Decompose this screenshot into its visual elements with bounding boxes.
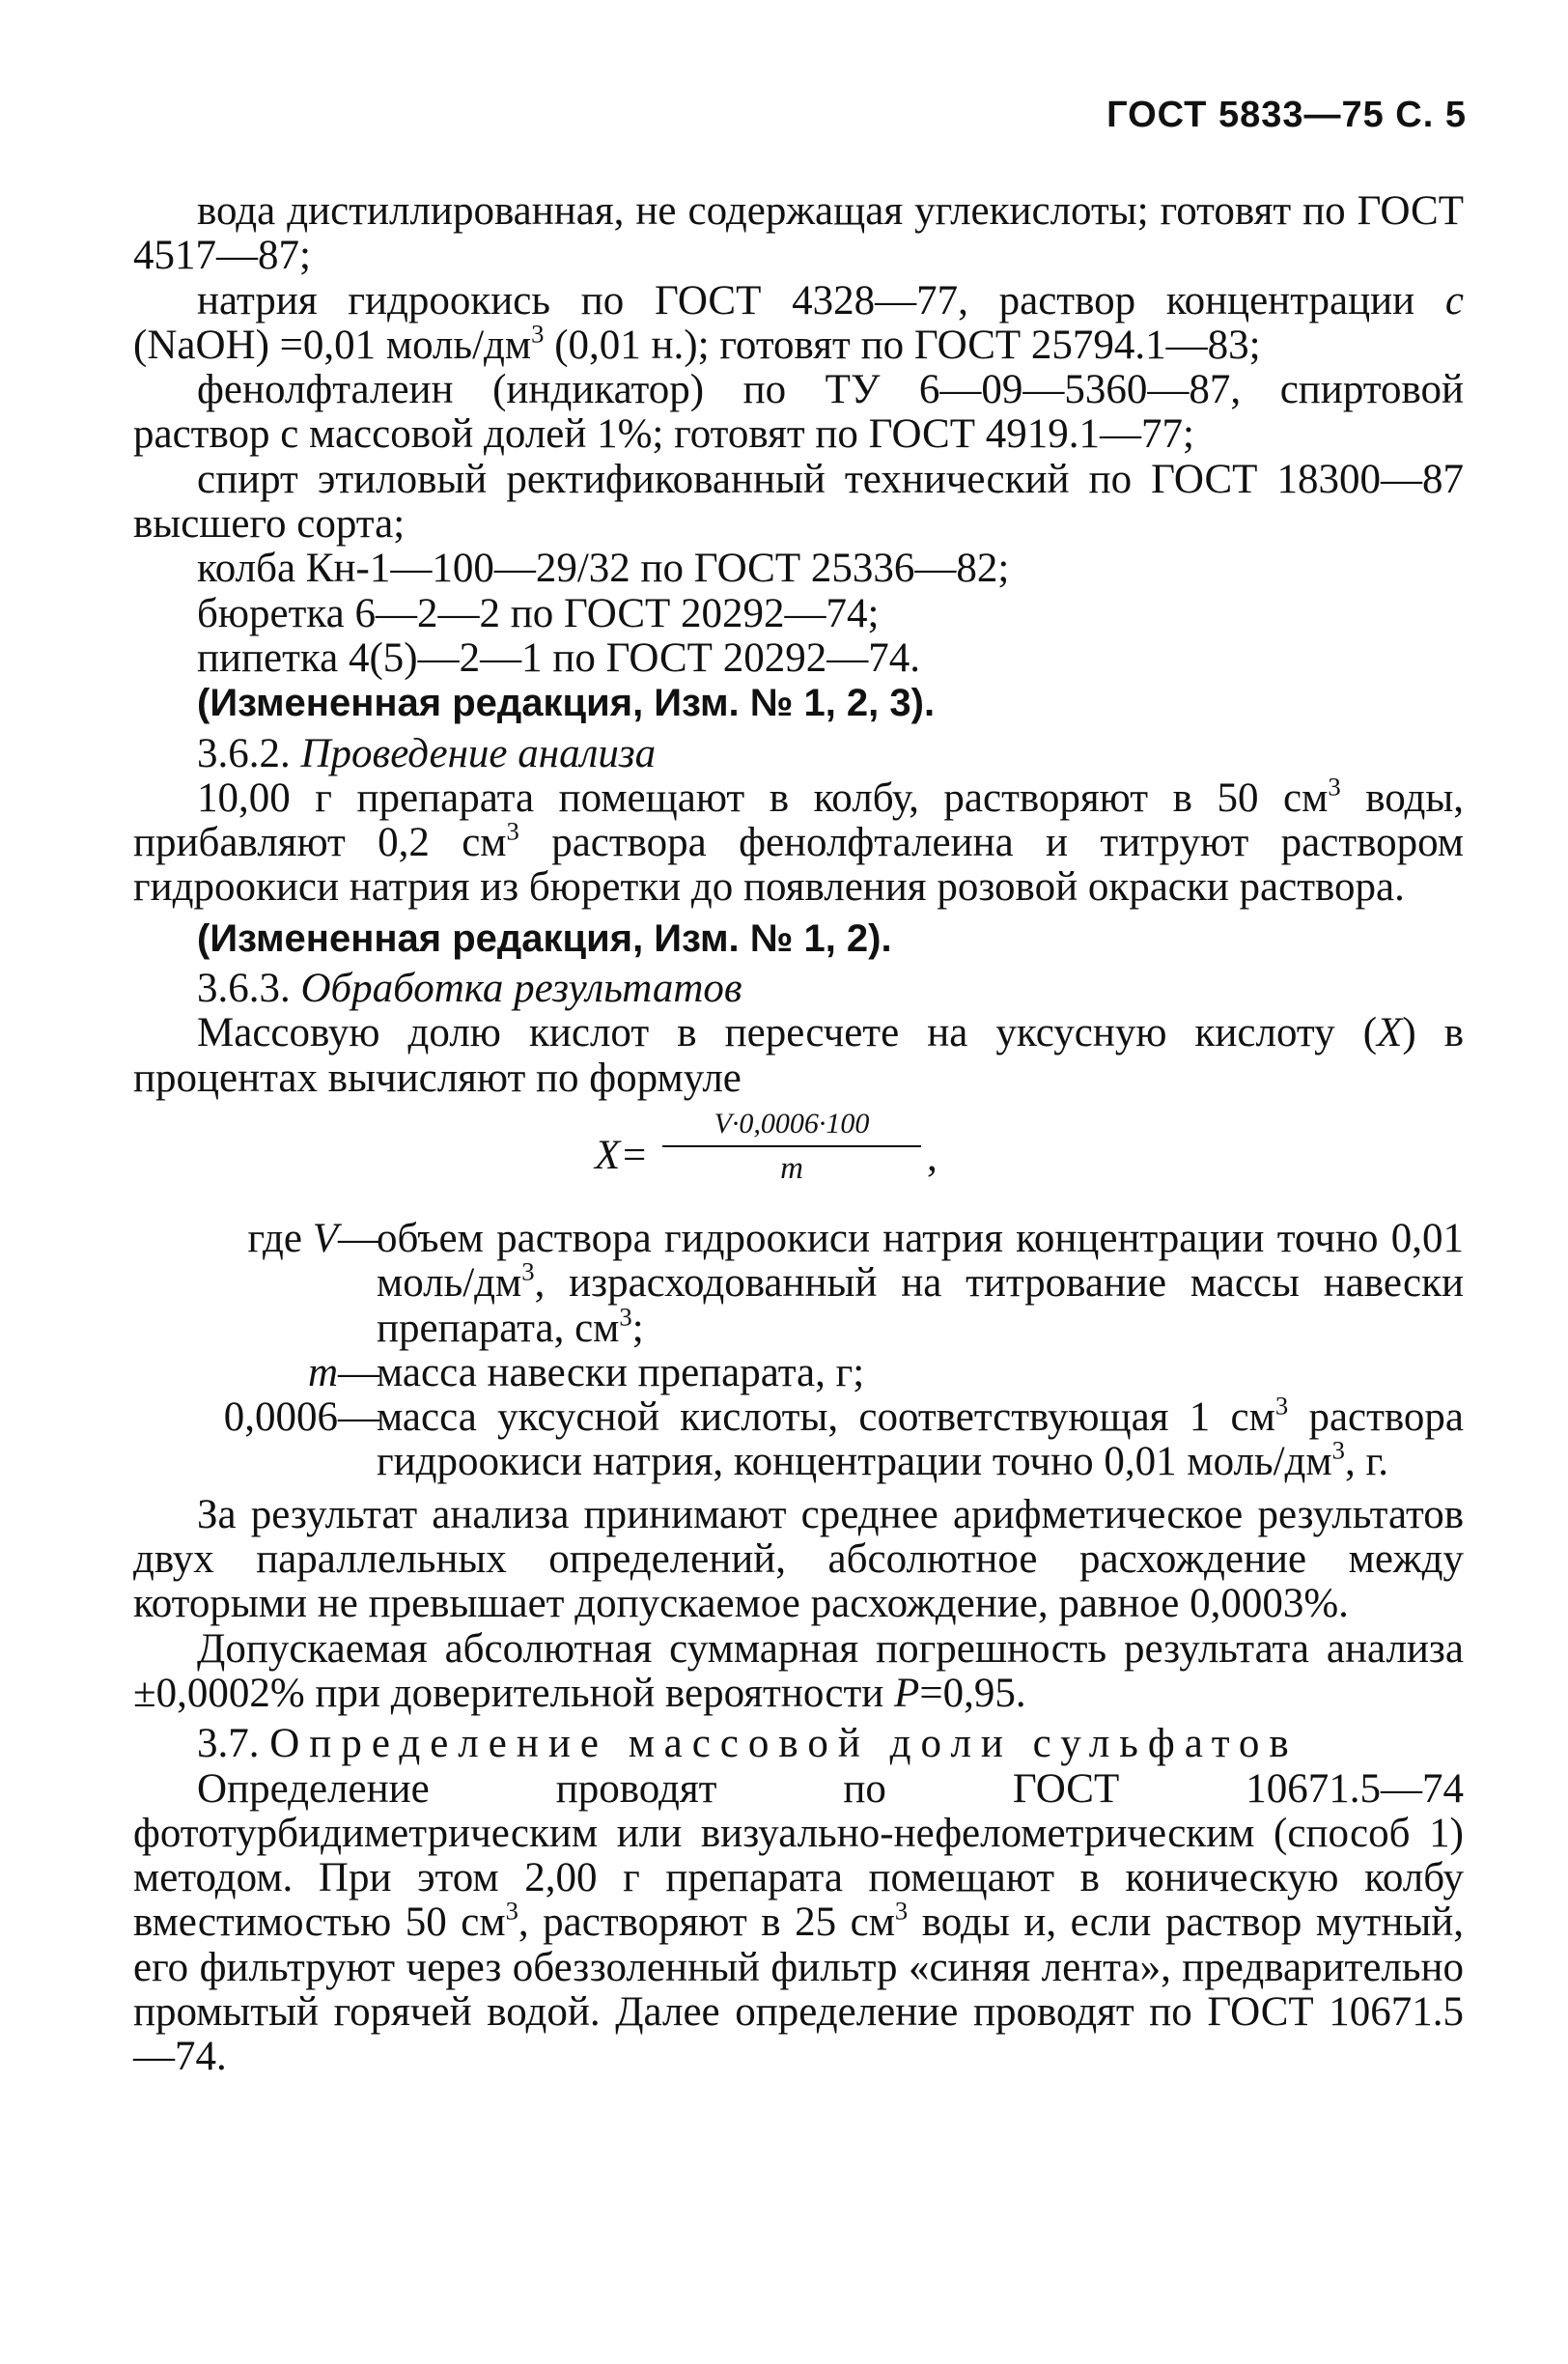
definition-dash: — xyxy=(338,1215,379,1261)
calc-intro-text-1: Массовую долю кислот в пересчете на уксусную кислоту ( xyxy=(197,1010,1378,1056)
variable-x: X xyxy=(1377,1010,1403,1056)
definition-text-part: объем раствора гидроокиси натрия концентрации точно 0,01 моль/дм xyxy=(377,1215,1464,1307)
definition-text: масса навески препарата, г; xyxy=(377,1349,865,1395)
analysis-procedure xyxy=(133,772,1465,911)
definition-symbol: 0,0006 xyxy=(223,1394,338,1441)
definition-text-part: , г. xyxy=(1344,1439,1389,1485)
superscript-3: 3 xyxy=(1331,1435,1345,1465)
section-title: Определение массовой доли сульфатов xyxy=(269,1721,1299,1767)
definition-row xyxy=(133,1351,1464,1395)
section-title: Проведение анализа xyxy=(300,730,657,776)
material-naoh-line1: натрия гидроокись по ГОСТ 4328—77, раствор концентрации xyxy=(197,277,1415,324)
section-3-6-3-heading xyxy=(133,967,1464,1011)
material-naoh-rest: (0,01 н.); готовят по ГОСТ 25794.1—83; xyxy=(544,322,1261,368)
error-text-1: Допускаемая абсолютная суммарная погрешность результата анализа ±0,0002% при доверительной вероятности xyxy=(133,1625,1464,1716)
definition-text xyxy=(377,1391,1464,1485)
definition-dash: — xyxy=(338,1349,379,1395)
material-pipette: пипетка 4(5)—2—1 по ГОСТ 20292—74. xyxy=(197,634,920,681)
analysis-text-3: раствора фенолфталеина и титруют раствором гидроокиси натрия из бюретки до появления розовой окраски раствора. xyxy=(133,820,1465,911)
formula-comma: , xyxy=(927,1134,938,1180)
definition-row xyxy=(133,1217,1464,1351)
amendment-note-1: (Измененная редакция, Изм. № 1, 2, 3). xyxy=(197,682,936,725)
definition-prefix: где xyxy=(247,1215,313,1261)
calculation-intro xyxy=(133,1011,1464,1101)
definition-symbol: m xyxy=(307,1349,338,1395)
superscript-3: 3 xyxy=(505,1896,518,1926)
error-paragraph xyxy=(133,1627,1464,1717)
definition-text-part: раствора гидроокиси натрия, концентрации точно 0,01 моль/дм xyxy=(377,1394,1464,1485)
material-naoh xyxy=(133,279,1464,369)
sulfate-text-3: воды и, если раствор мутный, его фильтруют через обеззоленный фильтр «синяя лента», предварительно промытый горячей водой. Далее определение проводят по ГОСТ 10671.5—74. xyxy=(133,1900,1464,2080)
superscript-3: 3 xyxy=(619,1302,632,1332)
section-number: 3.6.2. xyxy=(197,730,291,776)
superscript-3: 3 xyxy=(1274,1391,1289,1421)
definition-text-part: ; xyxy=(631,1305,644,1351)
variable-definitions xyxy=(133,1217,1464,1485)
amendment-note-2: (Измененная редакция, Изм. № 1, 2). xyxy=(197,916,892,960)
superscript-3: 3 xyxy=(1328,772,1341,802)
definition-dash: — xyxy=(338,1394,379,1441)
material-water: вода дистиллированная, не содержащая углекислоты; готовят по ГОСТ 4517—87; xyxy=(133,188,1464,279)
section-3-6-2-heading xyxy=(133,732,1464,776)
sulfate-text-1: Определение проводят по ГОСТ 10671.5—74 фототурбидиметрическим или визуально-нефелометрическим (способ 1) методом. При этом 2,00 г препарата помещают в коническую колбу вместимостью 50 см xyxy=(133,1765,1464,1946)
result-paragraph: За результат анализа принимают среднее арифметическое результатов двух параллельных определений, абсолютное расхождение между которыми не превышает допускаемое расхождение, равное 0,0003%. xyxy=(133,1491,1464,1627)
section-number: 3.6.3. xyxy=(197,966,291,1012)
material-ethanol: спирт этиловый ректификованный технический по ГОСТ 18300—87 высшего сорта; xyxy=(133,456,1464,548)
definition-text-part: масса уксусной кислоты, соответствующая 1 см xyxy=(377,1394,1275,1441)
superscript-3: 3 xyxy=(531,319,545,349)
definition-row xyxy=(133,1391,1464,1485)
running-header: ГОСТ 5833—75 С. 5 xyxy=(1106,95,1467,135)
concentration-symbol: c xyxy=(1444,277,1465,324)
superscript-3: 3 xyxy=(521,1256,535,1286)
formula-numerator: V·0,0006·100 xyxy=(714,1107,870,1140)
material-naoh-conc: (NaOH) =0,01 моль/дм xyxy=(133,322,532,368)
material-phenolphthalein: фенолфталеин (индикатор) по ТУ 6—09—5360—87, спиртовой раствор с массовой долей 1%; готовят по ГОСТ 4919.1—77; xyxy=(133,367,1464,458)
definition-text xyxy=(377,1217,1464,1351)
material-burette: бюретка 6—2—2 по ГОСТ 20292—74; xyxy=(197,590,880,636)
error-text-2: =0,95. xyxy=(919,1670,1026,1716)
definition-symbol xyxy=(133,1217,338,1351)
section-number: 3.7. xyxy=(197,1721,260,1767)
sulfate-paragraph xyxy=(133,1767,1464,2080)
symbol-v: V xyxy=(312,1215,338,1261)
analysis-text-2: воды, прибавляют 0,2 см xyxy=(133,774,1464,866)
material-flask: колба Кн-1—100—29/32 по ГОСТ 25336—82; xyxy=(197,546,1010,592)
calc-intro-text-2: ) в процентах вычисляют по формуле xyxy=(133,1010,1465,1101)
superscript-3: 3 xyxy=(506,816,519,846)
superscript-3: 3 xyxy=(894,1896,909,1926)
formula-denominator: m xyxy=(780,1150,803,1186)
sulfate-text-2: , растворяют в 25 см xyxy=(518,1900,895,1946)
analysis-text-1: 10,00 г препарата помещают в колбу, растворяют в 50 см xyxy=(197,774,1329,821)
section-title: Обработка результатов xyxy=(300,966,742,1012)
page-content xyxy=(133,189,1464,2080)
section-3-7-heading xyxy=(133,1722,1464,1766)
formula-block xyxy=(133,1107,1464,1196)
variable-p: P xyxy=(894,1670,920,1716)
formula-lhs: X= xyxy=(595,1132,649,1178)
definition-text-part: , израсходованный на титрование массы навески препарата, см xyxy=(377,1260,1464,1351)
formula-fraction xyxy=(662,1107,921,1190)
